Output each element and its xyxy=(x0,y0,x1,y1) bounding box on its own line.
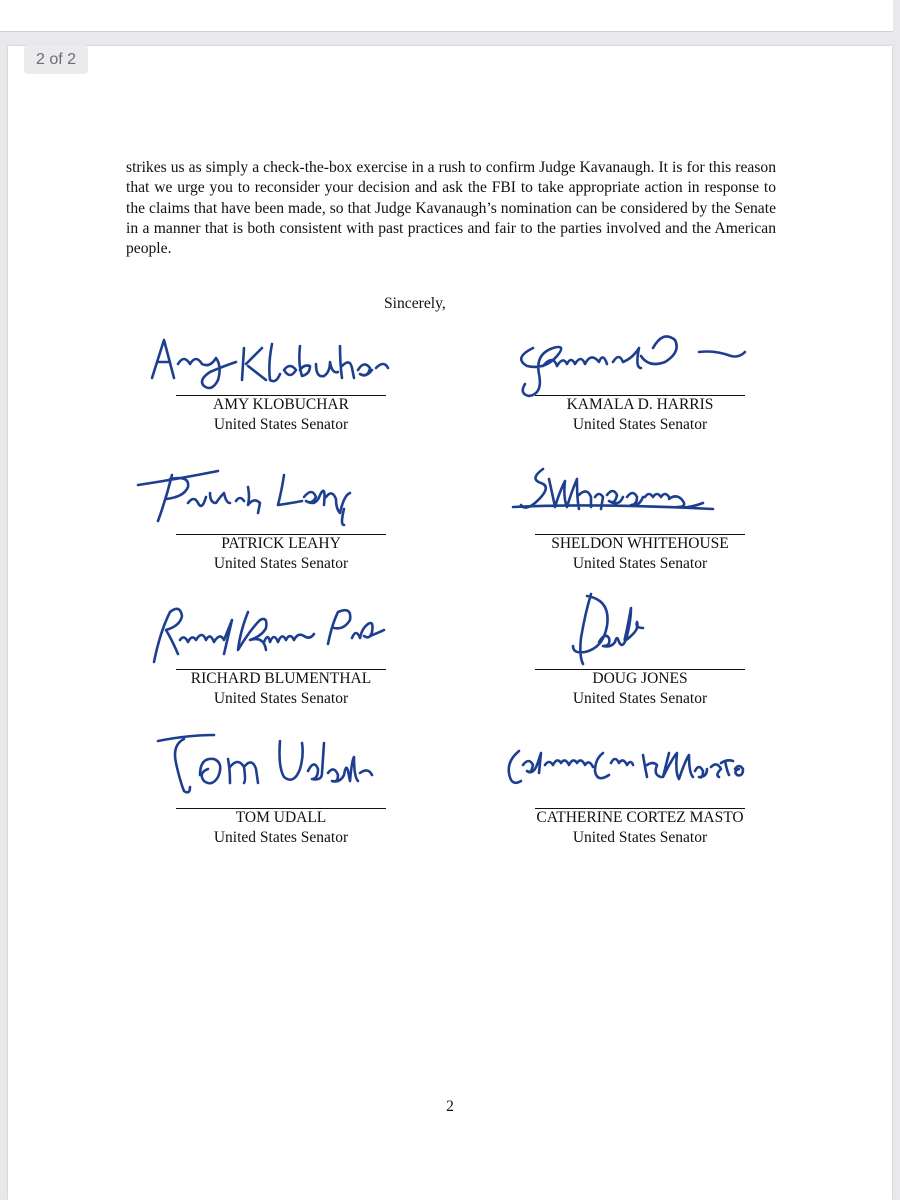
signatory-title: United States Senator xyxy=(572,555,708,572)
closing-salutation: Sincerely, xyxy=(384,295,446,312)
signature-image-udall xyxy=(144,731,414,811)
page-indicator: 2 of 2 xyxy=(24,45,88,74)
signatory-name: KAMALA D. HARRIS xyxy=(566,396,714,413)
signatory-name: AMY KLOBUCHAR xyxy=(213,396,349,413)
signatory-title: United States Senator xyxy=(213,829,349,846)
signatory-name: RICHARD BLUMENTHAL xyxy=(190,670,372,687)
signatory-name: TOM UDALL xyxy=(235,809,327,826)
previous-page-edge xyxy=(0,0,893,32)
signatory-name: CATHERINE CORTEZ MASTO xyxy=(536,809,744,826)
signatory-title: United States Senator xyxy=(572,416,708,433)
signature-image-harris xyxy=(503,318,773,398)
signatory-title: United States Senator xyxy=(572,690,708,707)
signatory-name: DOUG JONES xyxy=(592,670,688,687)
signatory-title: United States Senator xyxy=(572,829,708,846)
signatory-title: United States Senator xyxy=(213,416,349,433)
signature-block-udall xyxy=(164,776,394,886)
page-number: 2 xyxy=(446,1098,454,1115)
letter-body: strikes us as simply a check-the-box exercise in a rush to confirm Judge Kavanaugh. It is for this reason that we urge you to reconsider your decision and ask the FBI to take appropriate action in response to the claims that have been made, so that Judge Kavanaugh’s nomination can be considered by the Senate in a manner that is both consistent with past practices and fair to the parties involved and the American people. xyxy=(126,159,776,258)
signature-image-blumenthal xyxy=(144,592,414,672)
signature-image-jones xyxy=(503,592,773,672)
signature-image-whitehouse xyxy=(503,457,773,537)
signature-image-klobuchar xyxy=(144,318,414,398)
signatory-name: PATRICK LEAHY xyxy=(221,535,341,552)
signatory-title: United States Senator xyxy=(213,555,349,572)
signature-image-leahy xyxy=(144,457,414,537)
signature-image-cortez-masto xyxy=(503,731,773,811)
signatory-title: United States Senator xyxy=(213,690,349,707)
signatory-name: SHELDON WHITEHOUSE xyxy=(551,535,729,552)
signature-block-cortez-masto xyxy=(523,776,753,886)
